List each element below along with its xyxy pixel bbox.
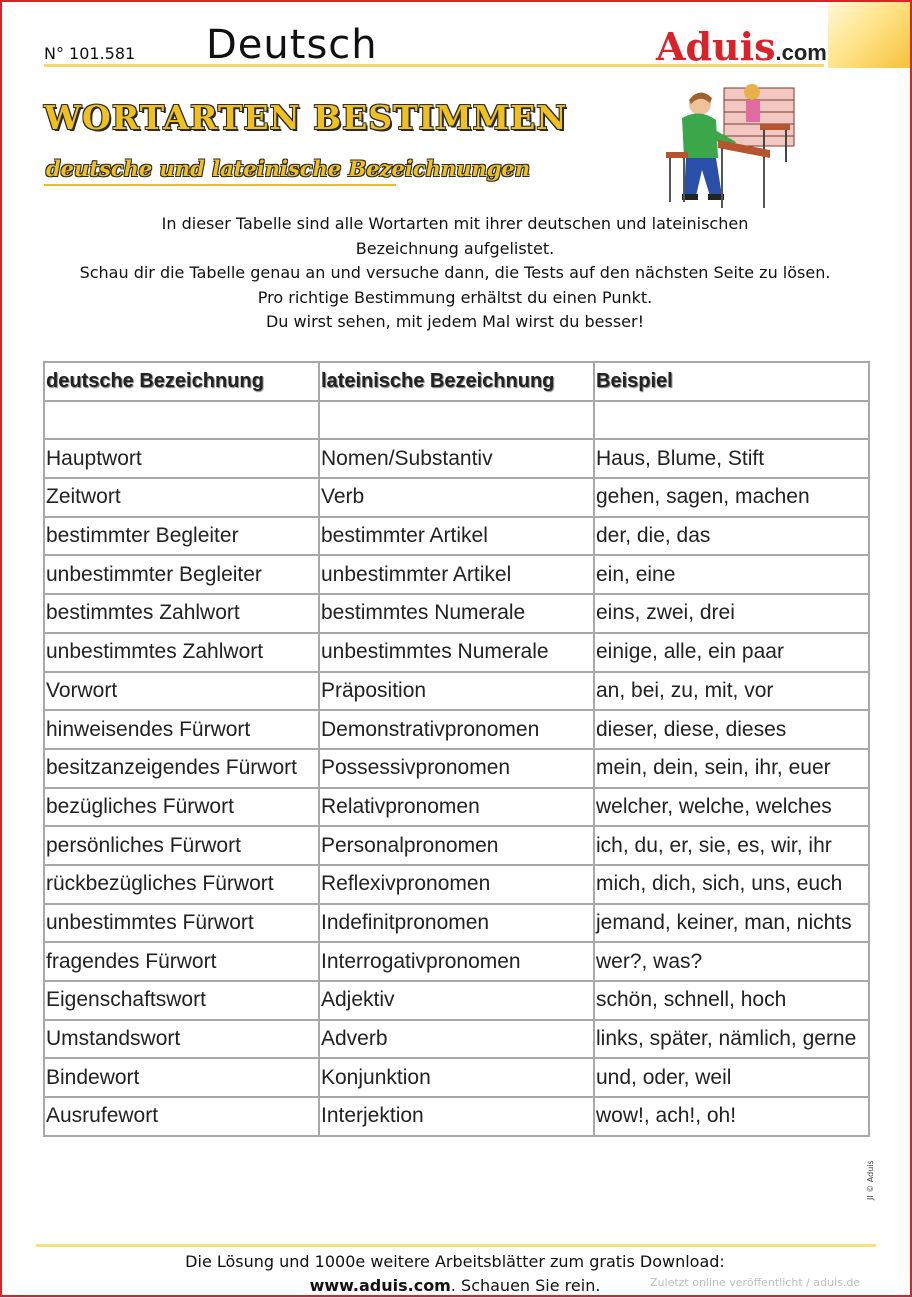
cell-german-name: unbestimmtes Fürwort xyxy=(44,904,319,943)
worksheet-subtitle: deutsche und lateinische Bezeichnungen xyxy=(46,156,531,181)
intro-line: Du wirst sehen, mit jedem Mal wirst du besser! xyxy=(265,312,644,331)
cell-german-name: unbestimmter Begleiter xyxy=(44,555,319,594)
cell-example xyxy=(594,401,869,440)
cell-latin-name: Interjektion xyxy=(319,1097,594,1136)
cell-latin-name: Verb xyxy=(319,478,594,517)
table-row xyxy=(44,1020,869,1059)
cell-german-name: Bindewort xyxy=(44,1058,319,1097)
cell-german-name: Vorwort xyxy=(44,672,319,711)
table-row xyxy=(44,865,869,904)
cell-german-name: persönliches Fürwort xyxy=(44,826,319,865)
cell-example: ich, du, er, sie, es, wir, ihr xyxy=(594,826,869,865)
header-latin-name: lateinische Bezeichnung xyxy=(319,362,594,401)
cell-latin-name: unbestimmter Artikel xyxy=(319,555,594,594)
cell-example: wow!, ach!, oh! xyxy=(594,1097,869,1136)
word-types-table xyxy=(43,361,870,1137)
footer-url-link[interactable]: www.aduis.com xyxy=(309,1276,451,1295)
copyright-note: JI © Aduis xyxy=(866,1160,875,1200)
table-row xyxy=(44,633,869,672)
cell-example: mich, dich, sich, uns, euch xyxy=(594,865,869,904)
cell-german-name: bestimmter Begleiter xyxy=(44,517,319,556)
cell-example: welcher, welche, welches xyxy=(594,788,869,827)
cell-german-name: besitzanzeigendes Fürwort xyxy=(44,749,319,788)
table-header-row xyxy=(44,362,869,401)
cell-example: Haus, Blume, Stift xyxy=(594,439,869,478)
cell-german-name: Umstandswort xyxy=(44,1020,319,1059)
worksheet-title: WORTARTEN BESTIMMEN xyxy=(44,98,568,137)
cell-example: jemand, keiner, man, nichts xyxy=(594,904,869,943)
table-row xyxy=(44,1058,869,1097)
page-corner-decoration xyxy=(828,2,910,68)
cell-german-name: bezügliches Fürwort xyxy=(44,788,319,827)
cell-example: dieser, diese, dieses xyxy=(594,710,869,749)
brand-logo[interactable] xyxy=(656,24,827,69)
cell-example: einige, alle, ein paar xyxy=(594,633,869,672)
cell-latin-name: bestimmtes Numerale xyxy=(319,594,594,633)
table-row xyxy=(44,942,869,981)
cell-latin-name: Nomen/Substantiv xyxy=(319,439,594,478)
table-row xyxy=(44,517,869,556)
footer-rule xyxy=(36,1244,876,1247)
intro-line: Schau dir die Tabelle genau an und versuche dann, die Tests auf den nächsten Seite zu lösen. xyxy=(79,263,831,282)
cell-example: mein, dein, sein, ihr, euer xyxy=(594,749,869,788)
cell-german-name xyxy=(44,401,319,440)
brand-name: Aduis xyxy=(656,24,776,69)
table-row xyxy=(44,788,869,827)
subtitle-underline xyxy=(44,184,396,186)
cell-german-name: fragendes Fürwort xyxy=(44,942,319,981)
cell-latin-name: Demonstrativpronomen xyxy=(319,710,594,749)
cell-latin-name: Relativpronomen xyxy=(319,788,594,827)
cell-latin-name: Adverb xyxy=(319,1020,594,1059)
table-row xyxy=(44,1097,869,1136)
header-example: Beispiel xyxy=(594,362,869,401)
table-row xyxy=(44,672,869,711)
cell-german-name: rückbezügliches Fürwort xyxy=(44,865,319,904)
document-number: N° 101.581 xyxy=(44,44,136,63)
cell-german-name: hinweisendes Fürwort xyxy=(44,710,319,749)
cell-example: gehen, sagen, machen xyxy=(594,478,869,517)
cell-latin-name: Adjektiv xyxy=(319,981,594,1020)
cell-example: links, später, nämlich, gerne xyxy=(594,1020,869,1059)
header-german-name: deutsche Bezeichnung xyxy=(44,362,319,401)
cell-latin-name: Reflexivpronomen xyxy=(319,865,594,904)
cell-latin-name: bestimmter Artikel xyxy=(319,517,594,556)
table-row xyxy=(44,904,869,943)
footer-line-2-rest: . Schauen Sie rein. xyxy=(450,1276,601,1295)
intro-line: Pro richtige Bestimmung erhältst du einen Punkt. xyxy=(257,287,653,307)
table-row xyxy=(44,981,869,1020)
cell-german-name: Zeitwort xyxy=(44,478,319,517)
intro-line: Bezeichnung aufgelistet. xyxy=(355,238,555,258)
cell-latin-name: Indefinitpronomen xyxy=(319,904,594,943)
cell-example: wer?, was? xyxy=(594,942,869,981)
cell-latin-name: Personalpronomen xyxy=(319,826,594,865)
cell-example: an, bei, zu, mit, vor xyxy=(594,672,869,711)
cell-german-name: Hauptwort xyxy=(44,439,319,478)
cell-example: und, oder, weil xyxy=(594,1058,869,1097)
cell-example: schön, schnell, hoch xyxy=(594,981,869,1020)
table-row xyxy=(44,478,869,517)
footer-text xyxy=(40,1250,870,1298)
watermark-text: Zuletzt online veröffentlicht / aduis.de xyxy=(650,1276,861,1289)
cell-latin-name: Konjunktion xyxy=(319,1058,594,1097)
subject-title: Deutsch xyxy=(206,22,378,68)
table-row xyxy=(44,710,869,749)
cell-german-name: unbestimmtes Zahlwort xyxy=(44,633,319,672)
brand-tld: .com xyxy=(775,40,827,65)
intro-line: In dieser Tabelle sind alle Wortarten mit ihrer deutschen und lateinischen xyxy=(161,214,749,233)
cell-latin-name: Interrogativpronomen xyxy=(319,942,594,981)
cell-german-name: Ausrufewort xyxy=(44,1097,319,1136)
table-row xyxy=(44,401,869,440)
cell-german-name: Eigenschaftswort xyxy=(44,981,319,1020)
footer-line-1: Die Lösung und 1000e weitere Arbeitsblätter zum gratis Download: xyxy=(185,1252,725,1271)
classroom-illustration xyxy=(652,78,798,214)
cell-example: eins, zwei, drei xyxy=(594,594,869,633)
cell-latin-name: unbestimmtes Numerale xyxy=(319,633,594,672)
cell-latin-name xyxy=(319,401,594,440)
table-row xyxy=(44,439,869,478)
table-row xyxy=(44,826,869,865)
table-row xyxy=(44,749,869,788)
cell-latin-name: Präposition xyxy=(319,672,594,711)
cell-example: der, die, das xyxy=(594,517,869,556)
intro-text xyxy=(40,212,870,335)
table-row xyxy=(44,555,869,594)
cell-example: ein, eine xyxy=(594,555,869,594)
table-row xyxy=(44,594,869,633)
cell-latin-name: Possessivpronomen xyxy=(319,749,594,788)
cell-german-name: bestimmtes Zahlwort xyxy=(44,594,319,633)
